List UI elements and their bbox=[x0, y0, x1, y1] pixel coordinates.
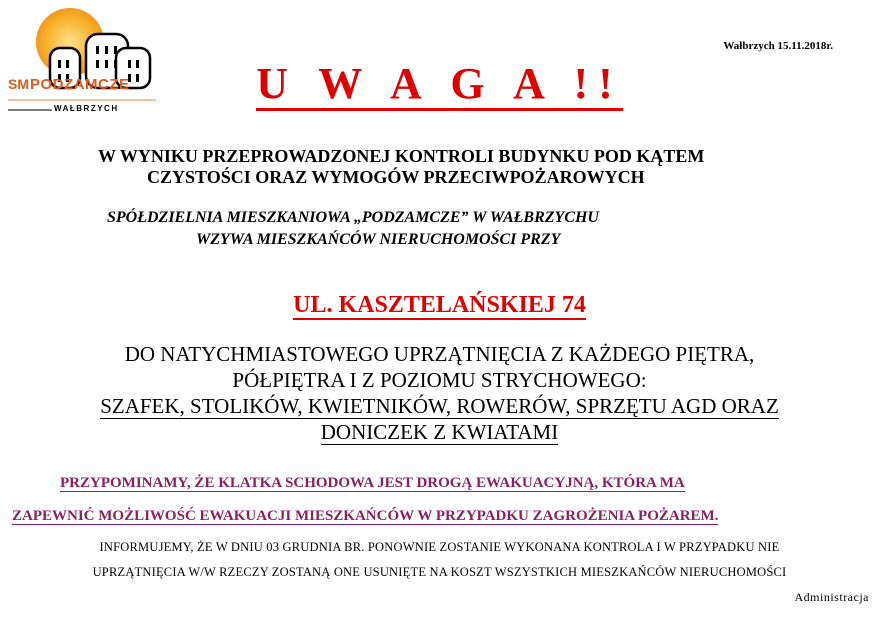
inspection-line-1: W WYNIKU PRZEPROWADZONEJ KONTROLI BUDYNKU POD KĄTEM bbox=[98, 146, 705, 166]
page-title bbox=[0, 58, 879, 109]
items-list-text-2: DONICZEK Z KWIATAMI bbox=[320, 420, 559, 444]
reminder-text-1: PRZYPOMINAMY, ŻE KLATKA SCHODOWA JEST DROGĄ EWAKUACYJNĄ, KTÓRA MA bbox=[60, 475, 685, 491]
street-address bbox=[0, 292, 879, 319]
reminder-line-2 bbox=[12, 508, 718, 525]
page-title-text: U W A G A !! bbox=[256, 59, 623, 111]
inspection-line-2: CZYSTOŚCI ORAZ WYMOGÓW PRZECIWPOŻAROWYCH bbox=[147, 167, 645, 187]
info-line-2: UPRZĄTNIĘCIA W/W RZECZY ZOSTANĄ ONE USUNIĘTE NA KOSZT WSZYSTKICH MIESZKAŃCÓW NIERUCHOMOŚCI bbox=[92, 565, 787, 579]
reminder-text-2: ZAPEWNIĆ MOŻLIWOŚĆ EWAKUACJI MIESZKAŃCÓW W PRZYPADKU ZAGROŻENIA POŻAREM. bbox=[12, 508, 719, 524]
items-list-text: SZAFEK, STOLIKÓW, KWIETNIKÓW, ROWERÓW, SPRZĘTU AGD ORAZ bbox=[100, 394, 779, 418]
logo-sm-text: SM bbox=[8, 76, 29, 92]
document-date: Wałbrzych 15.11.2018r. bbox=[723, 40, 833, 52]
instruction-line-1: DO NATYCHMIASTOWEGO UPRZĄTNIĘCIA Z KAŻDEGO PIĘTRA, bbox=[124, 342, 755, 366]
street-address-text: UL. KASZTELAŃSKIEJ 74 bbox=[293, 292, 586, 318]
info-line-1: INFORMUJEMY, ŻE W DNIU 03 GRUDNIA BR. PONOWNIE ZOSTANIE WYKONANA KONTROLA I W PRZYPADKU NIE bbox=[99, 540, 780, 554]
reminder-line-1 bbox=[60, 475, 685, 492]
cooperative-line-2: WZYWA MIESZKAŃCÓW NIERUCHOMOŚCI PRZY bbox=[196, 231, 561, 248]
signature: Administracja bbox=[794, 590, 869, 604]
instruction-line-3 bbox=[0, 394, 879, 419]
instruction-line-4 bbox=[0, 420, 879, 445]
logo-city-text: WAŁBRZYCH bbox=[54, 104, 119, 113]
logo-name-text: PODZAMCZE bbox=[30, 76, 130, 93]
instruction-line-2: PÓŁPIĘTRA I Z POZIOMU STRYCHOWEGO: bbox=[232, 368, 647, 392]
cooperative-line-1: SPÓŁDZIELNIA MIESZKANIOWA „PODZAMCZE” W WAŁBRZYCHU bbox=[107, 209, 599, 226]
